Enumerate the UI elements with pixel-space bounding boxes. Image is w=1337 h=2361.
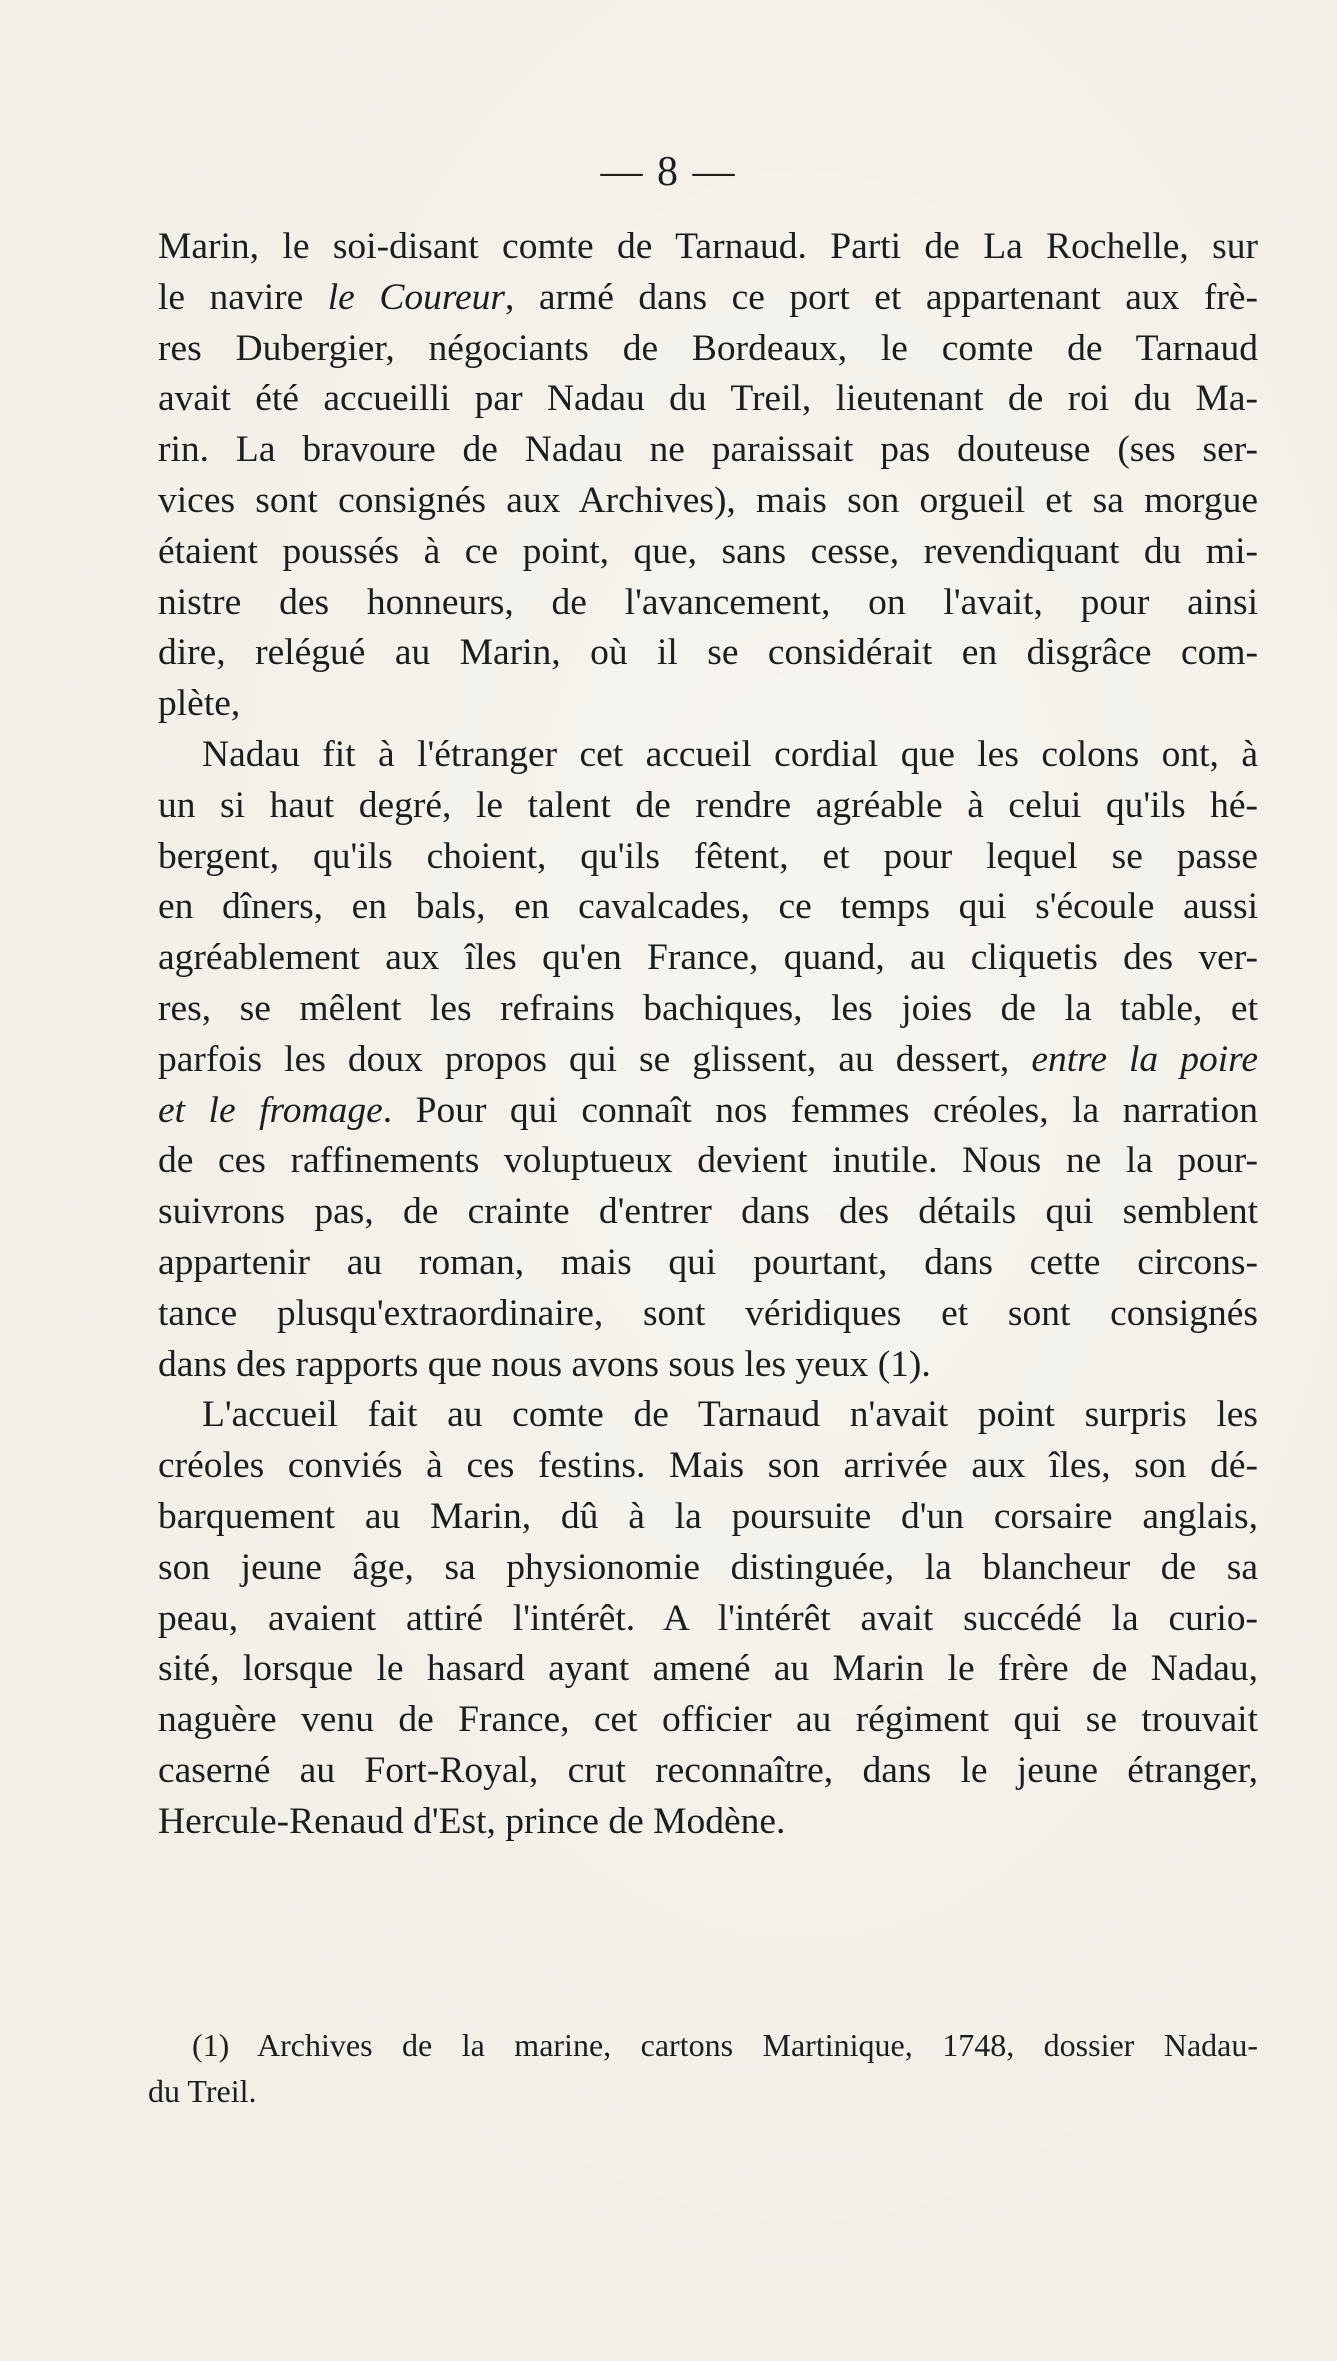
text-line: Hercule-Renaud d'Est, prince de Modène. [158,1800,786,1842]
text-line: tance plusqu'extraordinaire, sont véridiques et sont consignés [158,1292,1258,1334]
text-line: nistre des honneurs, de l'avancement, on l'avait, pour ainsi [158,581,1258,623]
paragraph-1 [158,222,1258,730]
text-line: parfois les doux propos qui se glissent, au dessert, entre la poire [158,1038,1258,1080]
text-line: Nadau fit à l'étranger cet accueil cordial que les colons ont, à [202,733,1258,775]
text-line: dire, relégué au Marin, où il se considérait en disgrâce com- [158,632,1258,674]
text-line: res, se mêlent les refrains bachiques, les joies de la table, et [158,987,1258,1029]
paragraph-container [158,222,1258,1848]
body-text [158,222,1258,1848]
text-line: en dîners, en bals, en cavalcades, ce temps qui s'écoule aussi [158,886,1258,928]
text-line: vices sont consignés aux Archives), mais son orgueil et sa morgue [158,479,1258,521]
footnote-lines [148,2022,1258,2114]
paragraph-2 [158,730,1258,1390]
text-line: bergent, qu'ils choient, qu'ils fêtent, et pour lequel se passe [158,835,1258,877]
text-line: res Dubergier, négociants de Bordeaux, le comte de Tarnaud [158,327,1258,369]
italic-span: entre la poire [1031,1038,1258,1080]
text-line: Marin, le soi-disant comte de Tarnaud. Parti de La Rochelle, sur [158,226,1258,267]
footnote-line: (1) Archives de la marine, cartons Martinique, 1748, dossier Nadau- [192,2027,1258,2063]
text-line: rin. La bravoure de Nadau ne paraissait pas douteuse (ses ser- [158,429,1258,471]
text-line: le navire le Coureur, armé dans ce port et appartenant aux frè- [158,276,1258,318]
text-line: son jeune âge, sa physionomie distinguée, la blancheur de sa [158,1546,1258,1588]
text-line: caserné au Fort-Royal, crut reconnaître, dans le jeune étranger, [158,1749,1258,1791]
text-line: L'accueil fait au comte de Tarnaud n'avait point surpris les [202,1394,1258,1436]
text-line: suivrons pas, de crainte d'entrer dans des détails qui semblent [158,1191,1258,1233]
paragraph-3 [158,1390,1258,1847]
italic-span: le Coureur [327,276,506,318]
page-number: — 8 — [600,149,737,195]
text-line: agréablement aux îles qu'en France, quand, au cliquetis des ver- [158,937,1258,979]
text-line: naguère venu de France, cet officier au régiment qui se trouvait [158,1699,1258,1741]
footnote [148,2022,1258,2114]
text-line: créoles conviés à ces festins. Mais son arrivée aux îles, son dé- [158,1445,1258,1487]
text-line: appartenir au roman, mais qui pourtant, dans cette circons- [158,1241,1258,1283]
text-line: un si haut degré, le talent de rendre agréable à celui qu'ils hé- [158,784,1258,826]
text-line: dans des rapports que nous avons sous les yeux (1). [158,1343,931,1385]
text-line: étaient poussés à ce point, que, sans cesse, revendiquant du mi- [158,530,1258,572]
text-line: barquement au Marin, dû à la poursuite d'un corsaire anglais, [158,1495,1258,1537]
italic-span: et le fromage [158,1089,383,1131]
text-line: de ces raffinements voluptueux devient inutile. Nous ne la pour- [158,1140,1258,1182]
text-line: peau, avaient attiré l'intérêt. A l'intérêt avait succédé la curio- [158,1597,1258,1639]
text-line: plète, [158,683,241,725]
footnote-line: du Treil. [148,2073,257,2109]
text-line: et le fromage. Pour qui connaît nos femmes créoles, la narration [158,1089,1258,1131]
text-line: avait été accueilli par Nadau du Treil, lieutenant de roi du Ma- [158,378,1258,420]
text-line: sité, lorsque le hasard ayant amené au Marin le frère de Nadau, [158,1648,1258,1690]
